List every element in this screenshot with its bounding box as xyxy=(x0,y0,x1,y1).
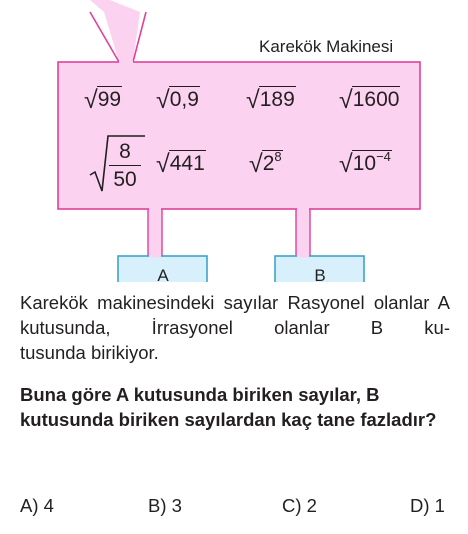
machine-funnel xyxy=(90,0,140,62)
root-99: √99 xyxy=(84,86,122,114)
root-189: √189 xyxy=(246,86,295,114)
description-line-2: tusunda birikiyor. xyxy=(20,342,159,363)
option-a[interactable]: A) 4 xyxy=(20,495,54,516)
root-1600: √1600 xyxy=(339,86,400,114)
option-b[interactable]: B) 3 xyxy=(148,495,182,516)
fraction-numerator: 8 xyxy=(109,141,141,166)
root-8-over-50 xyxy=(88,133,148,197)
box-a-label: A xyxy=(157,266,169,285)
pipe-a xyxy=(148,208,162,258)
root-441: √441 xyxy=(156,150,205,178)
fraction xyxy=(109,141,141,190)
description-line-1: Karekök makinesindeki sayılar Rasyonel olanlar A kutusunda, İrrasyonel olanlar B ku- xyxy=(20,292,450,338)
option-d[interactable]: D) 1 xyxy=(410,495,445,516)
root-0-9: √0,9 xyxy=(156,86,199,114)
fraction-denominator: 50 xyxy=(113,168,137,191)
question-description xyxy=(20,290,450,365)
box-b-label: B xyxy=(314,266,326,285)
question-prompt: Buna göre A kutusunda biriken sayılar, B kutusunda biriken sayılardan kaç tane fazladır? xyxy=(20,384,437,430)
root-10-pow-minus-4: $√10^{-4}$ xyxy=(339,149,391,178)
pipe-b xyxy=(296,208,310,258)
root-2-pow-8: $√2^8$ xyxy=(249,149,282,178)
option-c[interactable]: C) 2 xyxy=(282,495,317,516)
machine-title: Karekök Makinesi xyxy=(259,37,394,56)
